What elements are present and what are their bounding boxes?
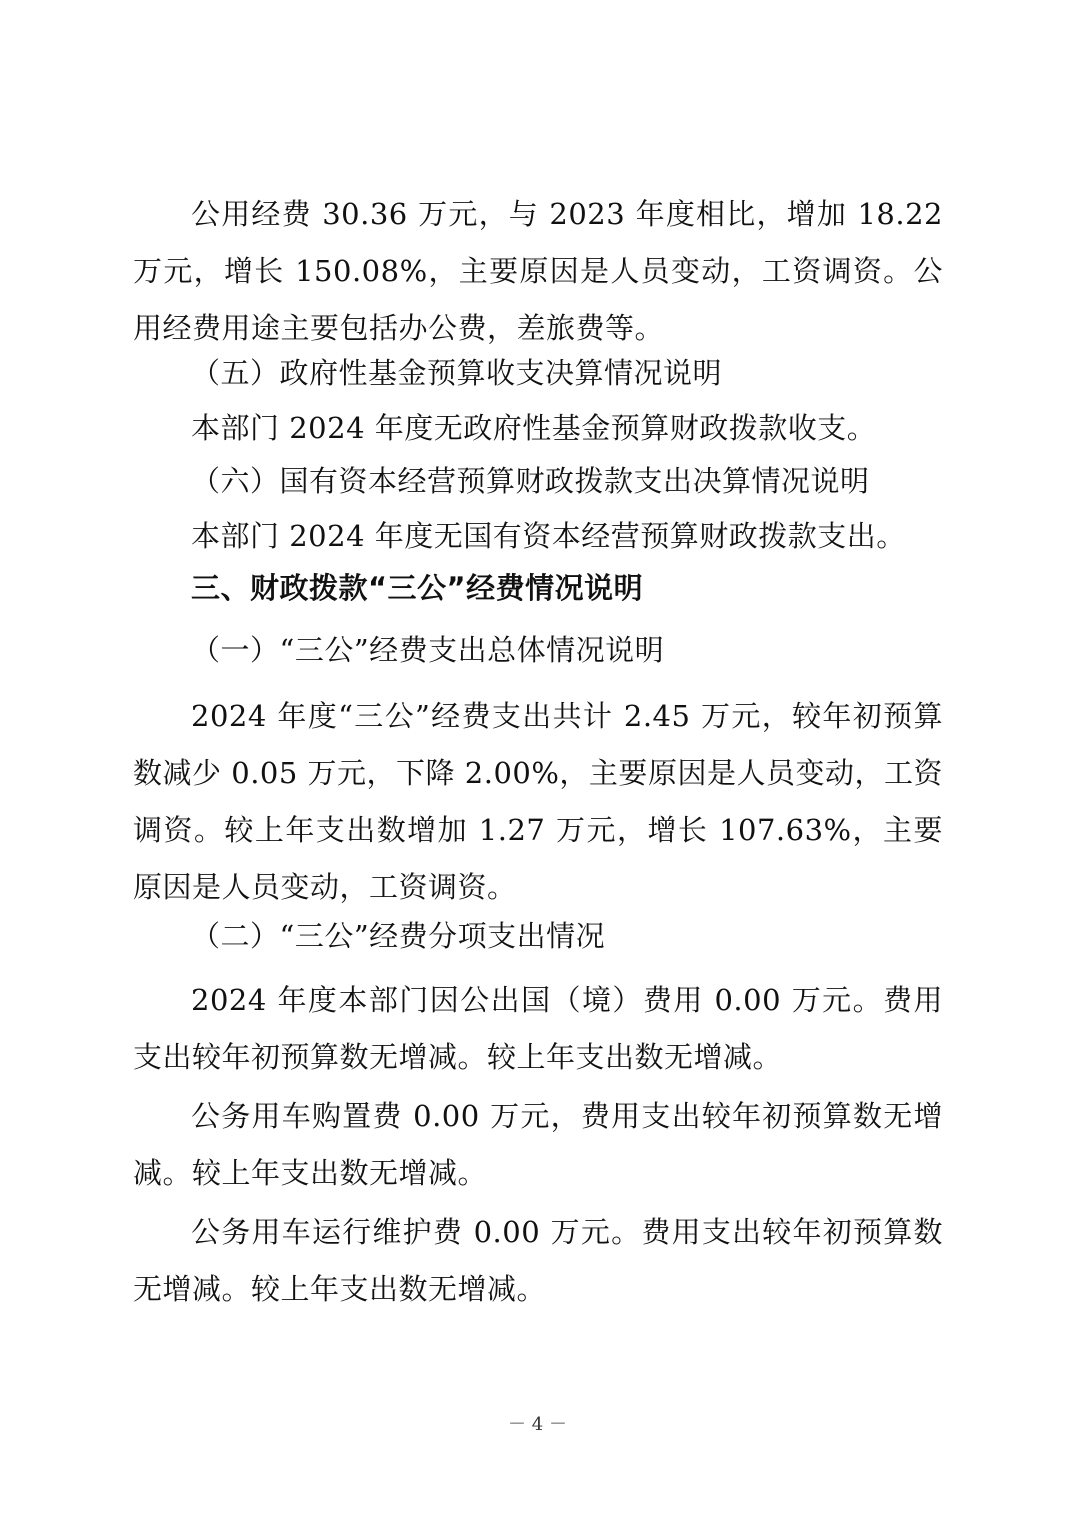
abroad-expense-text: 2024 年度本部门因公出国（境）费用 0.00 万元。费用支出较年初预算数无增减。较上年支出数无增减。 xyxy=(133,983,943,1074)
part-three-heading: 三、财政拨款“三公”经费情况说明 xyxy=(191,571,644,605)
section-six-text: 本部门 2024 年度无国有资本经营预算财政拨款支出。 xyxy=(191,519,906,553)
page-number: － 4 － xyxy=(508,1414,567,1435)
section-five-text: 本部门 2024 年度无政府性基金预算财政拨款收支。 xyxy=(191,411,877,445)
part-three-sub-two-heading: （二）“三公”经费分项支出情况 xyxy=(191,919,606,953)
vehicle-operation-text: 公务用车运行维护费 0.00 万元。费用支出较年初预算数无增减。较上年支出数无增减。 xyxy=(133,1215,943,1306)
section-five-heading: （五）政府性基金预算收支决算情况说明 xyxy=(191,356,723,390)
section-six-heading: （六）国有资本经营预算财政拨款支出决算情况说明 xyxy=(191,464,870,498)
part-three-sub-one-heading: （一）“三公”经费支出总体情况说明 xyxy=(191,633,665,667)
vehicle-purchase-text: 公务用车购置费 0.00 万元，费用支出较年初预算数无增减。较上年支出数无增减。 xyxy=(133,1099,943,1190)
part-three-sub-one-text: 2024 年度“三公”经费支出共计 2.45 万元，较年初预算数减少 0.05 万元，下降 2.00%，主要原因是人员变动，工资调资。较上年支出数增加 1.27 万元，增长 107.63%，主要原因是人员变动，工资调资。 xyxy=(133,699,943,904)
public-funds-paragraph: 公用经费 30.36 万元，与 2023 年度相比，增加 18.22 万元，增长 150.08%，主要原因是人员变动，工资调资。公用经费用途主要包括办公费，差旅费等。 xyxy=(133,197,943,345)
